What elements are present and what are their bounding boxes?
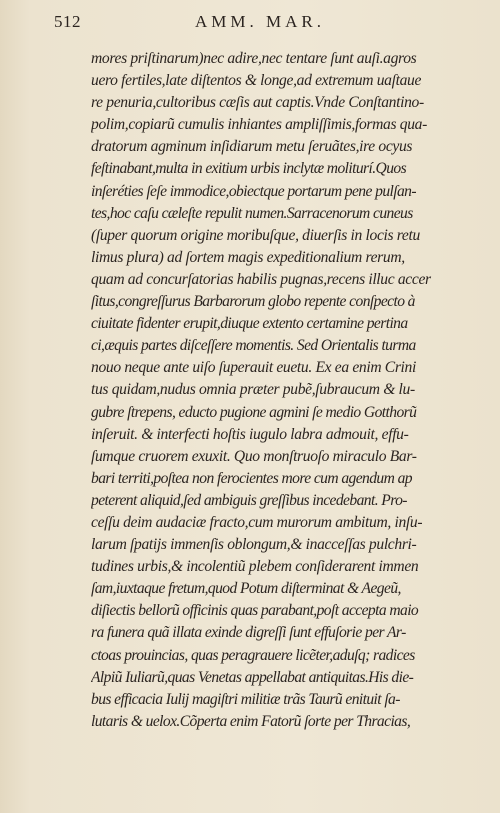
text-line: quam ad concurſatorias habilis pugnas,recens illuc accer (91, 270, 431, 288)
text-line: tus quidam,nudus omnia præter pubẽ,ſubraucum & lu- (91, 381, 415, 399)
page-number: 512 (54, 12, 81, 31)
text-line: tes,hoc caſu cæleſte repulit numen.Sarracenorum cuneus (91, 204, 413, 222)
text-line: mores priſtinarum)nec adire,nec tentare ſunt auſi.agros (91, 50, 417, 67)
text-line: feſtinabant,multa in exitium urbis inclytæ moliturí.Quos (91, 160, 407, 178)
text-line: polim,copiarũ cumulis inhiantes ampliſſimis,formas qua- (91, 116, 427, 134)
text-line: nouo neque ante uiſo ſuperauit euetu. Ex ea enim Crini (91, 359, 416, 377)
text-line: peterent aliquid,ſed ambiguis greſſibus incedebant. Pro- (91, 491, 407, 509)
text-line: Alpiũ Iuliarũ,quas Venetas appellabat antiquitas.His die- (91, 668, 414, 686)
text-line: inſeréties ſeſe immodice,obiectque portarum pene pulſan- (91, 182, 416, 200)
text-line: ctoas prouincias, quas peragrauere licẽter,aduſq; radices (91, 646, 415, 664)
text-line: tudines urbis,& incolentiũ plebem conſiderarent immen (91, 558, 419, 576)
text-line: inſeruit. & interfecti hoſtis iugulo labra admouit, effu- (91, 425, 409, 443)
text-line: larum ſpatijs immenſis oblongum,& inacceſſas pulchri- (91, 536, 417, 554)
text-line: (ſuper quorum origine moribuſque, diuerſis in locis retu (91, 226, 420, 244)
text-line: uero fertiles,late diſtentos & longe,ad extremum uaſtaue (91, 72, 422, 90)
text-line: ci,æquis partes diſceſſere momentis. Sed Orientalis turma (91, 337, 416, 355)
text-line: ra funera quã illata exinde digreſſi ſunt effuſorie per Ar- (91, 624, 406, 642)
text-line: ſam,iuxtaque fretum,quod Potum diſterminat & Aegeũ, (91, 580, 401, 598)
text-line: dratorum agminum inſidiarum metu ſeruãtes,ire ocyus (91, 138, 413, 156)
running-head: AMM. MAR. (195, 12, 325, 31)
body-text (91, 48, 443, 733)
text-line: bari territi,poſtea non ferocientes more cum agendum ap (91, 469, 412, 487)
text-line: ciuitate fidenter erupit,diuque extento certamine pertina (91, 315, 408, 333)
text-line: bus efficacia Iulij magiſtri militiæ trãs Taurũ enituit ſa- (91, 690, 400, 708)
text-line: ſumque cruorem exuxit. Quo monſtruoſo miraculo Bar- (91, 447, 417, 465)
text-line: limus plura) ad ſortem magis expeditionalium rerum, (91, 248, 405, 266)
text-line: ſitus,congreſſurus Barbarorum globo repente conſpecto à (91, 293, 415, 311)
text-line: lutaris & uelox.Cõperta enim Fatorũ ſorte per Thracias, (91, 712, 411, 730)
text-line: ceſſu deim audaciæ fracto,cum murorum ambitum, inſu- (91, 513, 423, 531)
text-line: gubre ſtrepens, educto pugione agmini ſe medio Gotthorũ (91, 403, 417, 421)
text-line: diſiectis bellorũ officinis quas parabant,poſt accepta maio (91, 602, 419, 620)
text-line: re penuria,cultoribus cæſis aut captis.Vnde Conſtantino- (91, 94, 424, 112)
